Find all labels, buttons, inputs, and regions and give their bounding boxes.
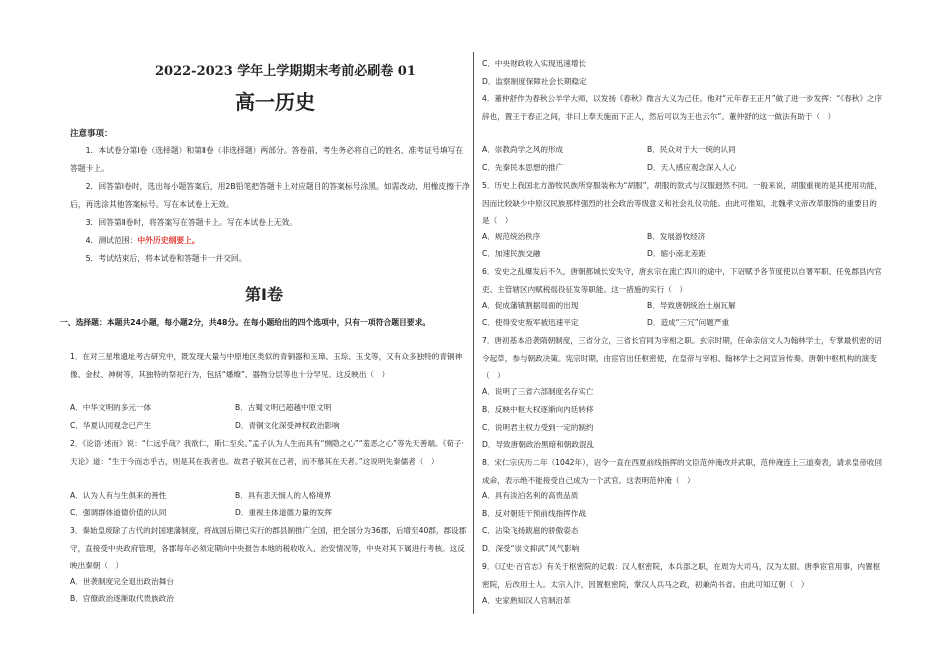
section-instructions: 一、选择题：本题共24小题，每小题2分，共48分。在每小题给出的四个选项中，只有一项符合题目要求。 — [60, 318, 431, 327]
question-6-stem: 6．安史之乱爆发后不久，唐朝都城长安失守，唐玄宗在流亡四川的途中，下诏赋予各节度使以自署军职、任免郡县内官吏、主管辖区内赋税徭役征发等职能。这一措施的实行（ ） — [482, 267, 882, 294]
question-4-stem: 4．董仲舒作为春秋公羊学大师，以发扬《春秋》微言大义为己任。他对“元年春王正月”做了进一步发挥：“《春秋》之序辞也，置王于春正之间，非曰上奉天施而下正人，然后可以为王也云尔”。董仲舒的这一做法有助于（ ） — [482, 94, 883, 121]
q7-option-a: A．说明了三省六部制度名存实亡 — [482, 387, 594, 396]
notice-item-4 — [70, 232, 470, 250]
exam-title: 2022-2023 学年上学期期末考前必刷卷 01 — [155, 64, 416, 79]
q6-option-a: A．促成藩镇割据局面的出现 — [482, 301, 579, 310]
q5-option-d: D．缩小南北差距 — [647, 249, 707, 258]
notice-item-1: 1．本试卷分第Ⅰ卷（选择题）和第Ⅱ卷（非选择题）两部分。答卷前，考生务必将自己的姓名、准考证号填写在答题卡上。 — [70, 146, 464, 173]
right-column — [482, 0, 887, 672]
q3-option-a: A．世袭制度完全退出政治舞台 — [70, 577, 174, 586]
q4-option-c: C．先秦民本思想的推广 — [482, 163, 564, 172]
part-one-title: 第Ⅰ卷 — [245, 285, 283, 304]
test-scope: 中外历史纲要上。 — [137, 236, 200, 245]
q2-option-d: D．重视主体道德力量的发挥 — [235, 508, 332, 517]
q3-option-b: B．官僚政治逐渐取代贵族政治 — [70, 594, 174, 603]
q3-option-c: C．中央财政收入实现迅速增长 — [482, 59, 587, 68]
q9-option-a: A．史家熟知汉人官制沿革 — [482, 596, 571, 605]
q6-option-c: C．使得安史叛军被迅速平定 — [482, 318, 579, 327]
q4-option-a: A．崇教尚学之风的形成 — [482, 145, 564, 154]
subject-title: 高一历史 — [235, 90, 315, 114]
notice-item-2: 2．回答第Ⅰ卷时，选出每小题答案后，用2B铅笔把答题卡上对应题目的答案标号涂黑。如需改动，用橡皮擦干净后，再选涂其他答案标号。写在本试卷上无效。 — [70, 182, 470, 209]
q1-option-b: B．古蜀文明已超越中原文明 — [235, 403, 332, 412]
column-divider — [473, 52, 474, 614]
q8-option-b: B．反对朝廷干预前线指挥作战 — [482, 509, 586, 518]
q3-option-d: D．监察制度保障社会长期稳定 — [482, 77, 587, 86]
question-8-stem: 8．宋仁宗庆历二年（1042年），诏令一直在西夏前线指挥的文臣范仲淹改并武职，范仲淹连上三道奏表，请求皇帝收回成命，表示绝不能接受自己成为一个武官。这表明范仲淹（ ） — [482, 458, 883, 485]
q4-option-d: D．天人感应观念深入人心 — [647, 163, 737, 172]
q8-option-c: C．沾染飞扬跋扈的骄傲姿态 — [482, 526, 579, 535]
q7-option-c: C．说明君主权力受到一定的制约 — [482, 423, 594, 432]
q1-option-d: D．青铜文化深受神权政治影响 — [235, 421, 340, 430]
q5-option-b: B．发展游牧经济 — [647, 232, 706, 241]
notice-item-5: 5．考试结束后，将本试卷和答题卡一并交回。 — [85, 254, 247, 263]
question-9-stem: 9．《辽史·百官志》有关于枢密院的记载：汉人枢密院，本兵部之职，在周为大司马，汉为太尉。唐季宦官用事，内置枢密院，后改用士人。太宗入汴，因置枢密院，掌汉人兵马之政，初兼尚书省。由此可知辽朝（ ） — [482, 562, 881, 589]
q5-option-a: A．规范统治秩序 — [482, 232, 541, 241]
q2-option-b: B．具有悲天悯人的人格境界 — [235, 491, 332, 500]
q5-option-c: C．加速民族交融 — [482, 249, 541, 258]
q4-option-b: B．民众对于大一统的认同 — [647, 145, 736, 154]
q6-option-d: D．造成“三冗”问题严重 — [647, 318, 730, 327]
left-column — [60, 0, 470, 672]
question-2-stem: 2．《论语·述而》说：“仁远乎哉？我欲仁，斯仁至矣。”孟子认为人生而具有“恻隐之心”“羞恶之心”等先天善端。《荀子·天论》道：“生于今而志乎古，则是其在我者也。故君子敬其在己者，而不慕其在天者。”这说明先秦儒者（ ） — [70, 439, 464, 466]
q7-option-d: D．导致唐朝政治黑暗和朝政混乱 — [482, 440, 595, 449]
q8-option-a: A．具有淡泊名利的高贵品质 — [482, 491, 579, 500]
question-1-stem: 1．在对三星堆遗址考古研究中，既发现大量与中原地区类似的青铜器和玉璋、玉琮、玉戈等，又有众多独特的青铜神像、金杖、神树等，其独特的祭祀行为，包括“燔燎”、器物分层等也十分罕见。这反映出（ ） — [70, 352, 463, 379]
question-5-stem: 5．历史上我国北方游牧民族所穿服装称为“胡服”，胡服的款式与汉服迥然不同。一般来说，胡服重视的是其使用功能，因而比较缺少中原汉民族那样强烈的社会政治等级意义和社会礼仪功能。由此可推知，北魏孝文帝改革服饰的重要目的是（ ） — [482, 181, 882, 225]
q7-option-b: B．反映中枢大权逐渐向内廷转移 — [482, 405, 594, 414]
notice-heading: 注意事项： — [70, 129, 113, 139]
question-7-stem: 7．唐初基本沿袭隋朝制度，三省分立，三省长官同为宰相之职。玄宗时期，任命亲信文人为翰林学士，专掌最机密的诏令起草，参与朝政决策。宪宗时期，由宦官出任枢密使，在皇帝与宰相、翰林学士之间宣旨传奏。唐朝中枢机构的演变（ ） — [482, 336, 882, 380]
q8-option-d: D．深受“崇文抑武”风气影响 — [482, 544, 580, 553]
q1-option-a: A．中华文明的多元一体 — [70, 403, 152, 412]
q2-option-a: A．认为人有与生俱来的善性 — [70, 491, 167, 500]
q2-option-c: C．强调群体道德价值的认同 — [70, 508, 167, 517]
notice-item-3: 3．回答第Ⅱ卷时，将答案写在答题卡上。写在本试卷上无效。 — [85, 218, 298, 227]
question-3-stem: 3．秦始皇废除了古代的封国建藩制度，将战国后期已实行的郡县制推广全国，把全国分为36郡，后增至40郡，郡设郡守，直接受中央政府管理，各郡每年必须定期向中央报告本地的税收收入、治安情况等，中央对其下属进行考核。这反映出秦朝（ ） — [70, 526, 467, 570]
notice-item-4-label: 4．测试范围： — [85, 236, 138, 245]
q6-option-b: B．导致唐朝统治土崩瓦解 — [647, 301, 736, 310]
q1-option-c: C．华夏认同观念已产生 — [70, 421, 152, 430]
